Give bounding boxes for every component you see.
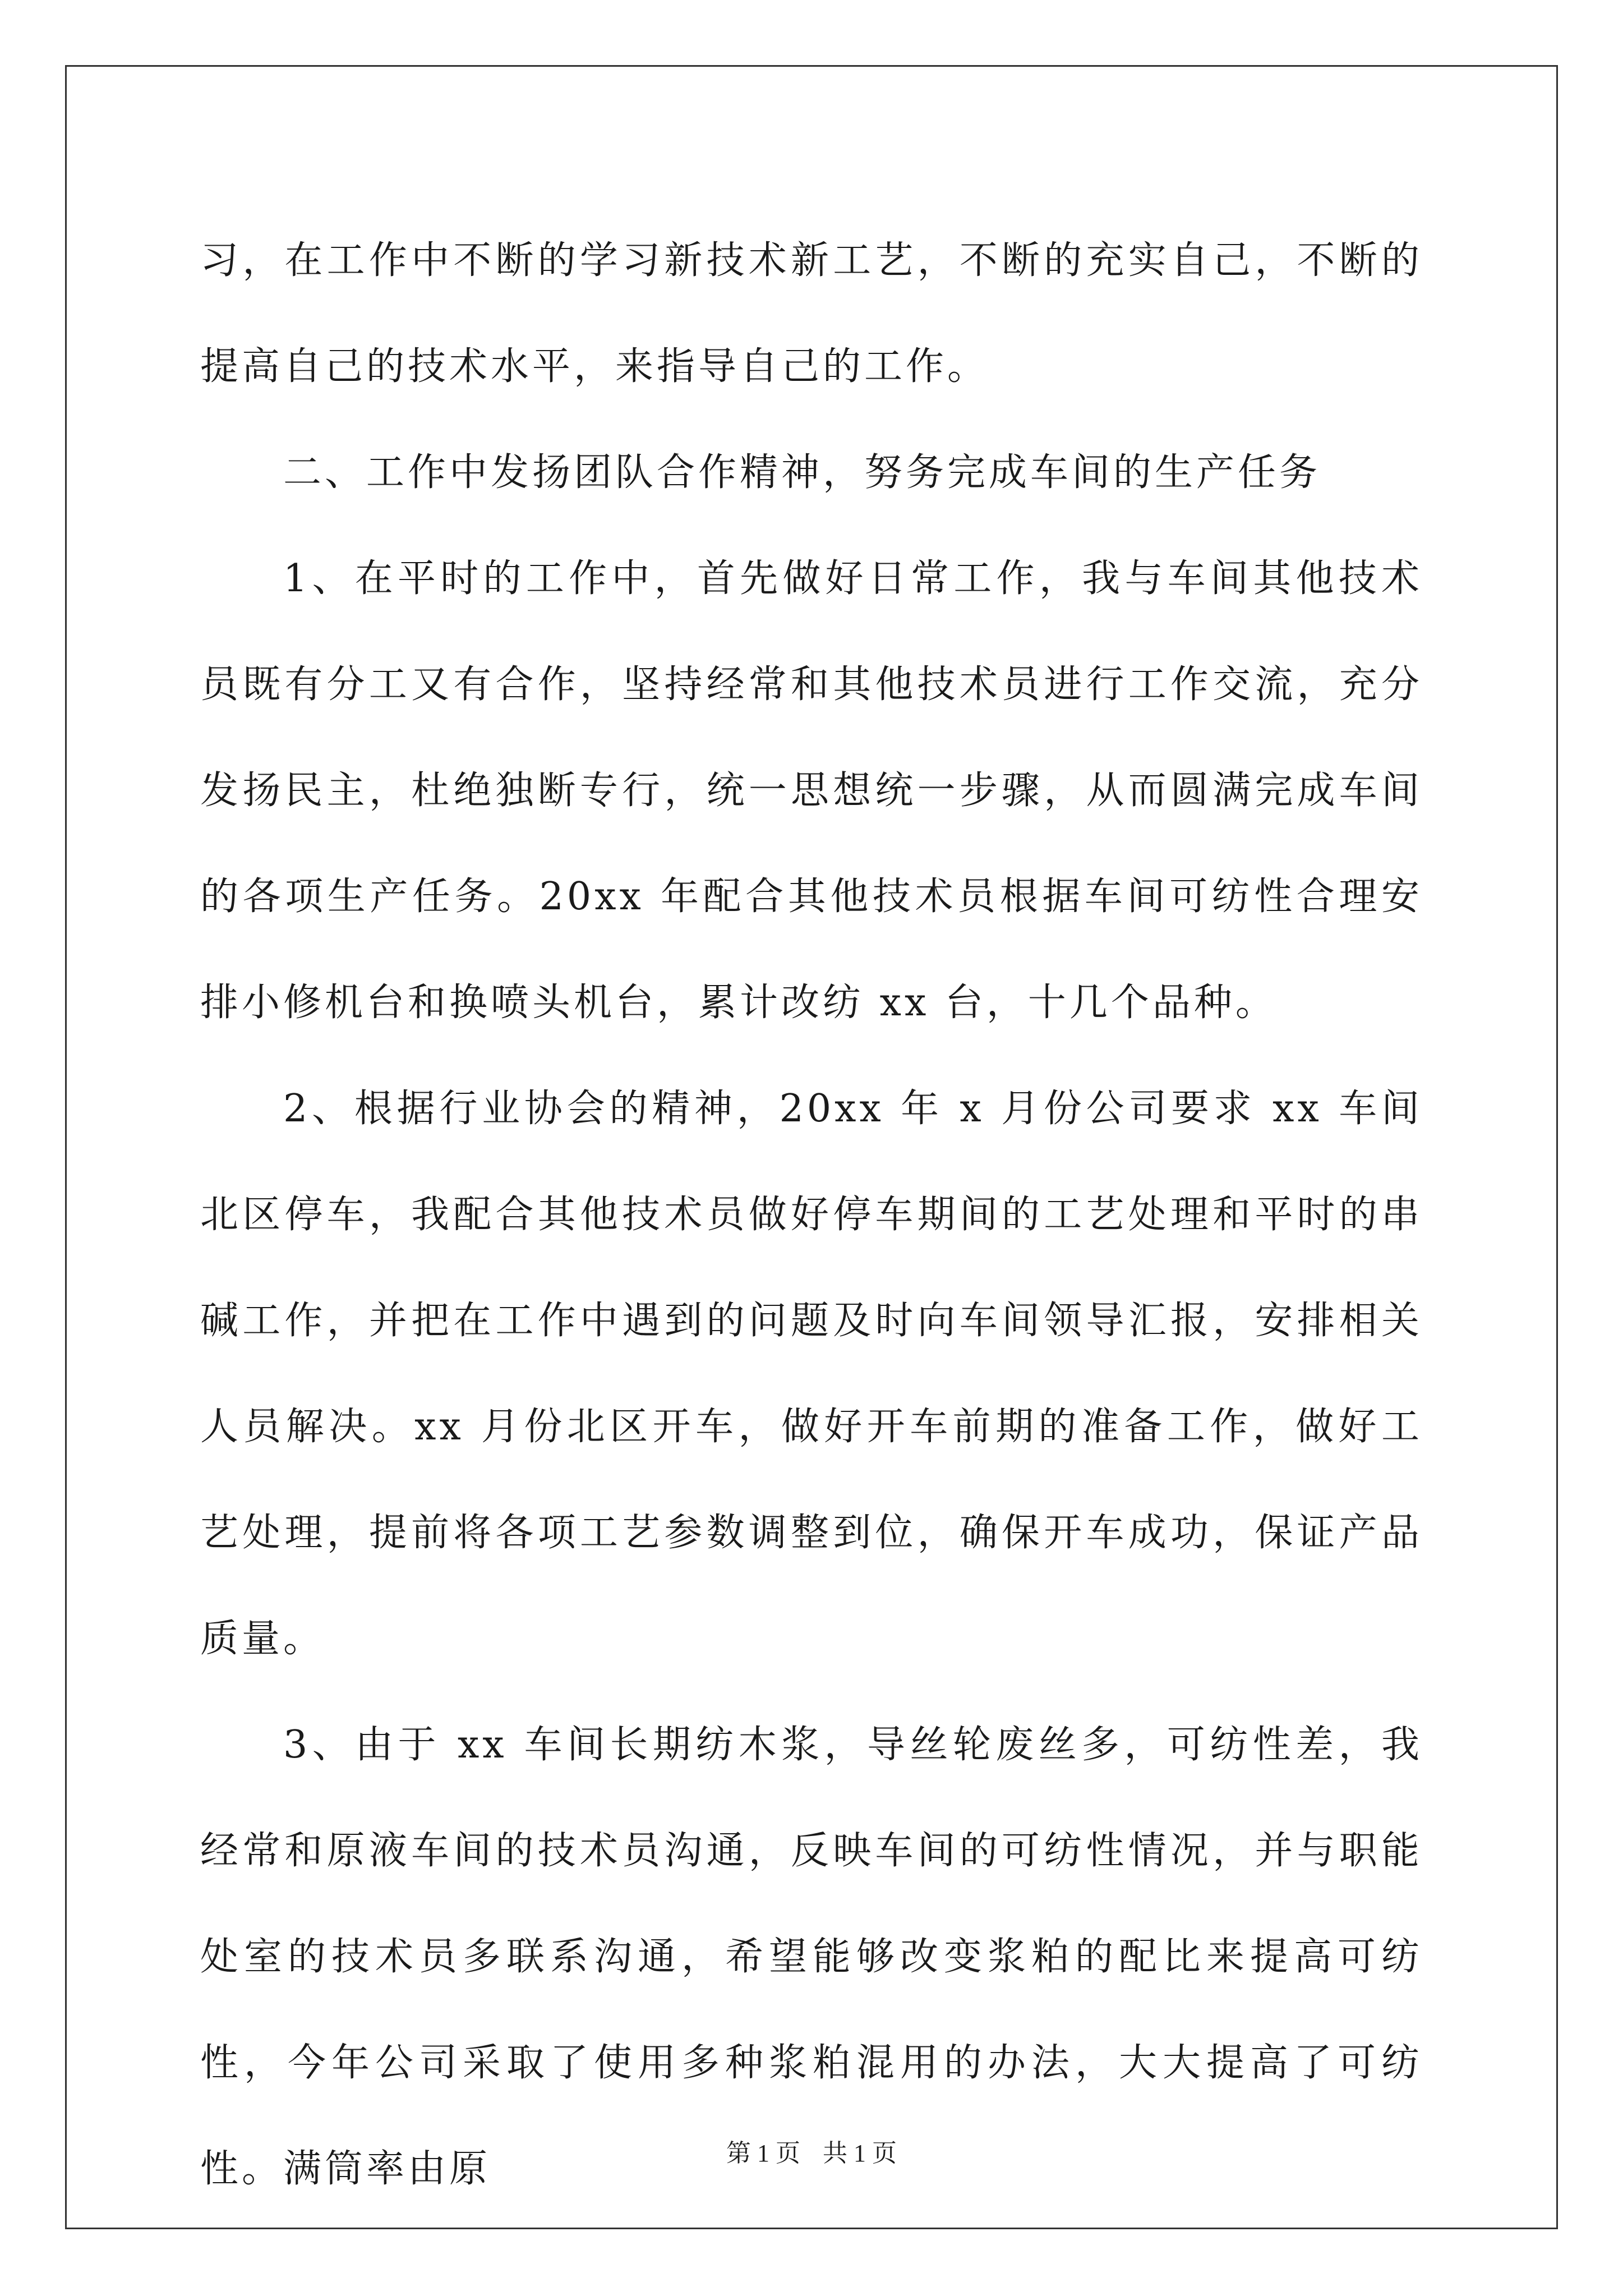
page-total: 共 1 页	[823, 2139, 897, 2167]
page-number: 第 1 页	[726, 2139, 800, 2167]
paragraph-item-3: 3、由于 xx 车间长期纺木浆，导丝轮废丝多，可纺性差，我经常和原液车间的技术员沟通，反映车间的可纺性情况，并与职能处室的技术员多联系沟通，希望能够改变浆粕的配比来提高可纺性，今年公司采取了使用多种浆粕混用的办法，大大提高了可纺性。满筒率由原	[200, 1723, 1423, 2191]
page-footer	[0, 2133, 1623, 2169]
paragraph-item-1: 1、在平时的工作中，首先做好日常工作，我与车间其他技术员既有分工又有合作，坚持经常和其他技术员进行工作交流，充分发扬民主，杜绝独断专行，统一思想统一步骤，从而圆满完成车间的各项生产任务。20xx 年配合其他技术员根据车间可纺性合理安排小修机台和换喷头机台，累计改纺 xx 台，十几个品种。	[200, 556, 1423, 1025]
paragraph-continuation: 习，在工作中不断的学习新技术新工艺，不断的充实自己，不断的提高自己的技术水平，来指导自己的工作。	[200, 238, 1423, 389]
section-heading-teamwork: 二、工作中发扬团队合作精神，努务完成车间的生产任务	[283, 450, 1321, 495]
document-body	[200, 208, 1423, 2222]
paragraph-item-2: 2、根据行业协会的精神，20xx 年 x 月份公司要求 xx 车间北区停车，我配合其他技术员做好停车期间的工艺处理和平时的串碱工作，并把在工作中遇到的问题及时向车间领导汇报，安排相关人员解决。xx 月份北区开车，做好开车前期的准备工作，做好工艺处理，提前将各项工艺参数调整到位，确保开车成功，保证产品质量。	[200, 1087, 1423, 1661]
